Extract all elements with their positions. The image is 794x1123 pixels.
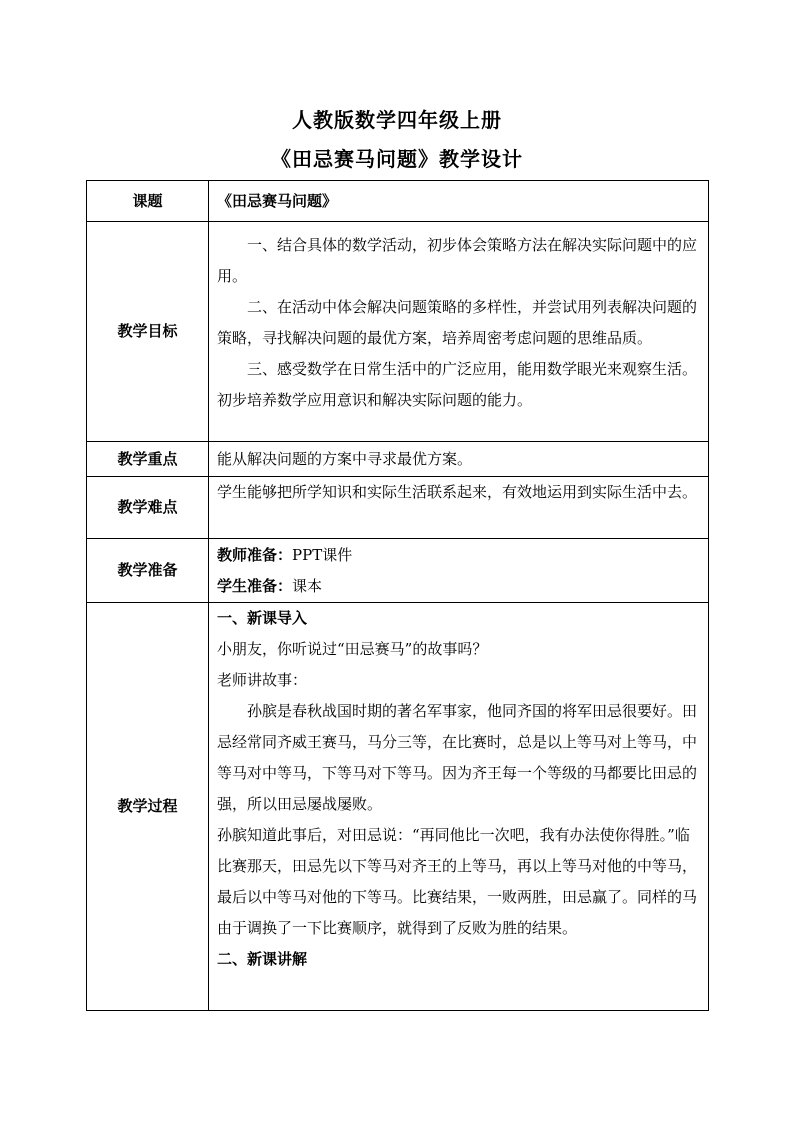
student-preparation-value: 课本 xyxy=(292,576,323,595)
table-row-key-point xyxy=(87,442,709,477)
table-row-difficulty xyxy=(87,477,709,539)
section1-heading: 一、新课导入 xyxy=(217,609,308,627)
teacher-preparation-value: PPT课件 xyxy=(292,545,353,564)
objective-item: 二、在活动中体会解决问题策略的多样性，并尝试用列表解决问题的策略，寻找解决问题的最优方案，培养周密考虑问题的思维品质。 xyxy=(217,298,698,347)
key-point-value: 能从解决问题的方案中寻求最优方案。 xyxy=(209,442,709,477)
difficulty-value: 学生能够把所学知识和实际生活联系起来，有效地运用到实际生活中去。 xyxy=(209,477,709,539)
teacher-preparation xyxy=(217,540,702,571)
topic-value: 《田忌赛马问题》 xyxy=(209,181,709,222)
topic-label: 课题 xyxy=(87,181,209,222)
process-label: 教学过程 xyxy=(87,603,209,1011)
preparation-label: 教学准备 xyxy=(87,539,209,603)
objectives-label: 教学目标 xyxy=(87,222,209,442)
lesson-plan-table xyxy=(86,180,709,1011)
intro-question: 小朋友，你听说过“田忌赛马”的故事吗？ xyxy=(217,640,488,658)
key-point-label: 教学重点 xyxy=(87,442,209,477)
student-preparation-label: 学生准备： xyxy=(217,576,293,595)
preparation-cell xyxy=(209,539,709,603)
story-intro: 老师讲故事： xyxy=(217,671,308,689)
table-row-objectives xyxy=(87,222,709,442)
difficulty-label: 教学难点 xyxy=(87,477,209,539)
student-preparation xyxy=(217,571,702,602)
story-paragraph-1: 孙膑是春秋战国时期的著名军事家，他同齐国的将军田忌很要好。田忌经常同齐威王赛马，马分三等，在比赛时，总是以上等马对上等马，中等马对中等马，下等马对下等马。因为齐王每一个等级的马都要比田忌的强，所以田忌屡战屡败。 xyxy=(217,702,698,813)
teacher-preparation-label: 教师准备： xyxy=(217,545,293,564)
table-row-topic xyxy=(87,181,709,222)
process-cell xyxy=(209,603,709,1011)
document-subtitle: 《田忌赛马问题》教学设计 xyxy=(271,147,523,171)
table-row-process xyxy=(87,603,709,1011)
objective-item: 三、感受数学在日常生活中的广泛应用，能用数学眼光来观察生活。初步培养数学应用意识和解决实际问题的能力。 xyxy=(217,360,698,409)
section2-heading: 二、新课讲解 xyxy=(217,950,308,968)
story-paragraph-2: 孙膑知道此事后，对田忌说：“再同他比一次吧，我有办法使你得胜。”临比赛那天，田忌先以下等马对齐王的上等马，再以上等马对他的中等马，最后以中等马对他的下等马。比赛结果，一败两胜，田忌赢了。同样的马由于调换了一下比赛顺序，就得到了反败为胜的结果。 xyxy=(217,826,698,937)
objectives-cell xyxy=(209,222,709,442)
document-title: 人教版数学四年级上册 xyxy=(292,108,502,132)
objective-item: 一、结合具体的数学活动，初步体会策略方法在解决实际问题中的应用。 xyxy=(217,236,698,285)
table-row-preparation xyxy=(87,539,709,603)
